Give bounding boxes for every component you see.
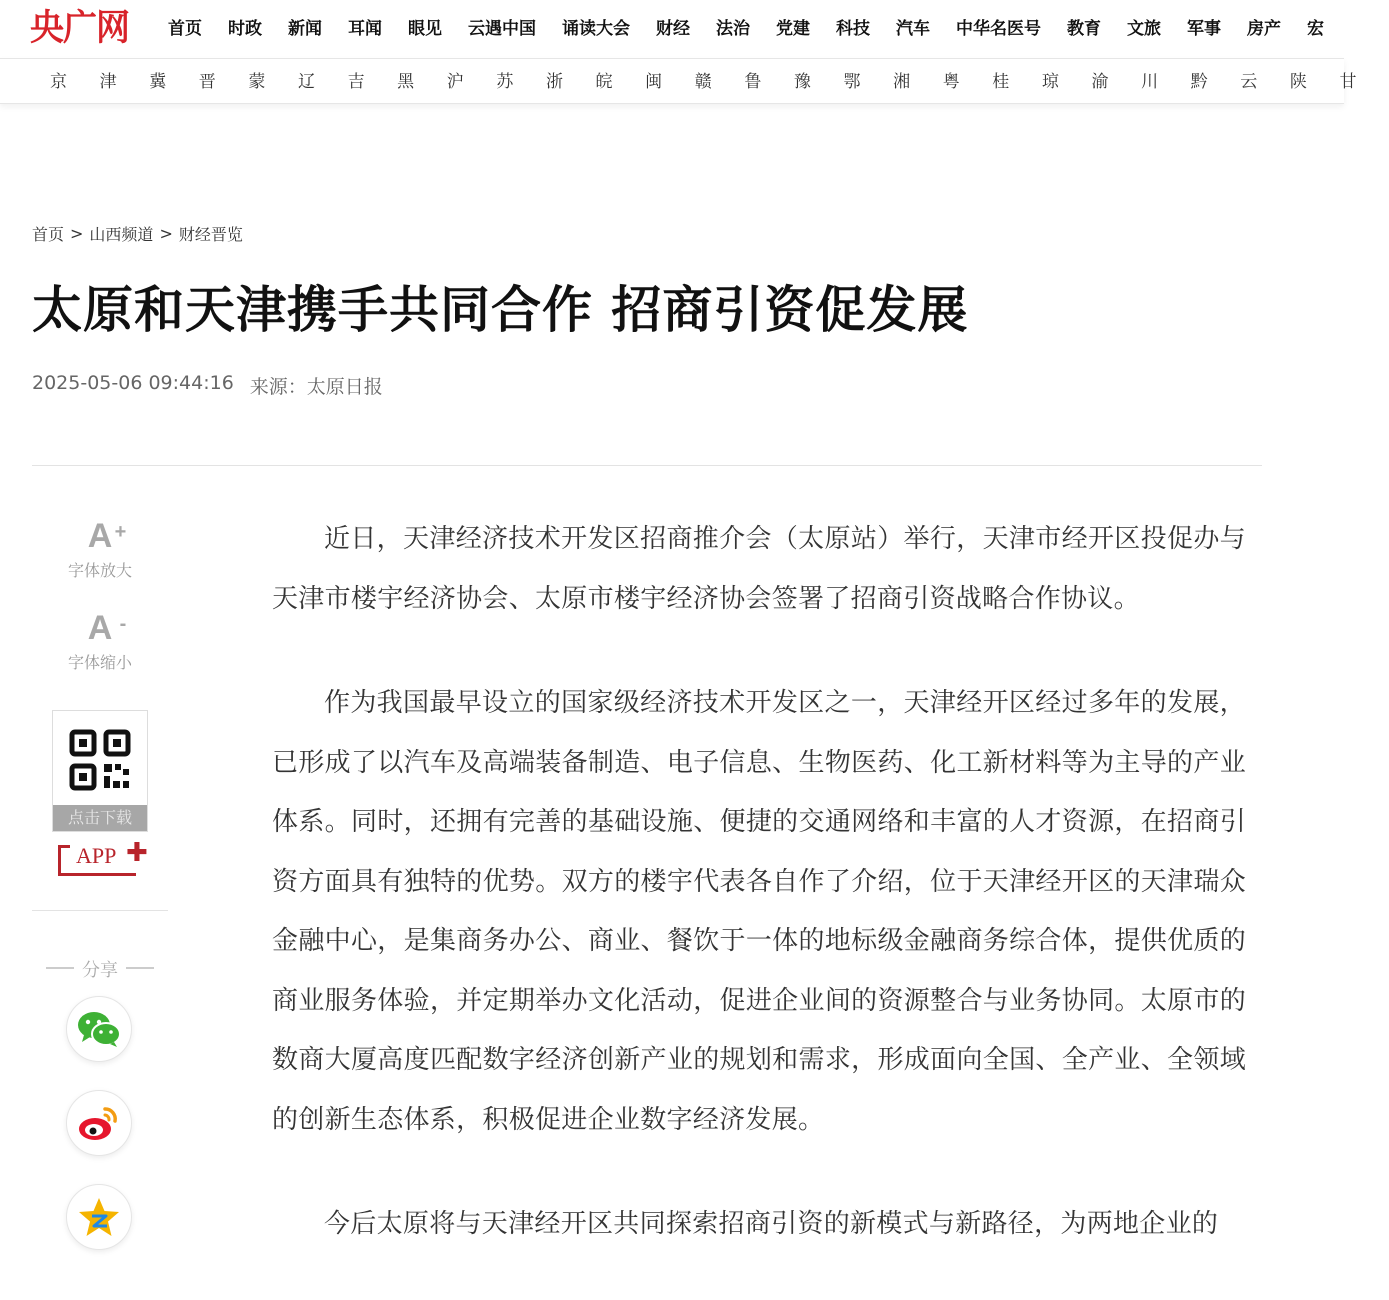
province-nav-item[interactable]: 京	[50, 72, 67, 92]
main-nav-item[interactable]: 首页	[168, 19, 202, 39]
logo-text: 央广网	[30, 7, 129, 49]
main-nav-item[interactable]: 新闻	[288, 19, 322, 39]
province-nav-item[interactable]: 黑	[397, 72, 415, 92]
province-nav-item[interactable]: 鄂	[843, 72, 861, 92]
top-navigation	[0, 0, 1344, 58]
article-source: 来源：太原日报	[249, 376, 383, 398]
province-nav-item[interactable]: 黔	[1190, 72, 1208, 92]
main-nav-item[interactable]: 汽车	[896, 19, 930, 39]
province-nav-item[interactable]: 川	[1141, 72, 1159, 92]
app-plus-icon: ✚	[126, 838, 148, 868]
main-nav-item[interactable]: 时政	[228, 19, 262, 39]
province-nav-item[interactable]: 甘	[1339, 72, 1357, 92]
province-nav-item[interactable]: 皖	[595, 72, 613, 92]
main-nav-item[interactable]: 军事	[1187, 19, 1221, 39]
site-logo[interactable]	[30, 8, 129, 48]
breadcrumb-channel[interactable]: 山西频道	[89, 225, 154, 244]
main-nav-item[interactable]: 法治	[716, 19, 750, 39]
article-paragraph: 作为我国最早设立的国家级经济技术开发区之一，天津经开区经过多年的发展，已形成了以汽车及高端装备制造、电子信息、生物医药、化工新材料等为主导的产业体系。同时，还拥有完善的基础设施、便捷的交通网络和丰富的人才资源，在招商引资方面具有独特的优势。双方的楼宇代表各自作了介绍，位于天津经开区的天津瑞众金融中心，是集商务办公、商业、餐饮于一体的地标级金融商务综合体，提供优质的商业服务体验，并定期举办文化活动，促进企业间的资源整合与业务协同。太原市的数商大厦高度匹配数字经济创新产业的规划和需求，形成面向全国、全产业、全领域的创新生态体系，积极促进企业数字经济发展。	[272, 688, 1246, 1135]
font-increase-button[interactable]	[32, 516, 168, 581]
province-nav-item[interactable]: 蒙	[248, 72, 266, 92]
article-title: 太原和天津携手共同合作 招商引资促发展	[32, 281, 969, 339]
app-text: APP	[76, 843, 117, 868]
article-body	[272, 510, 1246, 1300]
breadcrumb-separator: >	[159, 224, 173, 243]
main-nav-item[interactable]: 中华名医号	[956, 19, 1041, 39]
province-nav	[0, 58, 1357, 104]
province-nav-item[interactable]: 琼	[1041, 72, 1059, 92]
breadcrumb-section[interactable]: 财经晋览	[178, 225, 243, 244]
app-qr-download[interactable]	[52, 710, 148, 832]
main-nav-item[interactable]: 文旅	[1127, 19, 1161, 39]
province-nav-item[interactable]: 吉	[347, 72, 365, 92]
qzone-icon	[77, 1196, 121, 1238]
qr-code-icon	[69, 729, 131, 791]
article-paragraph: 近日，天津经济技术开发区招商推介会（太原站）举行，天津市经开区投促办与天津市楼宇经济协会、太原市楼宇经济协会签署了招商引资战略合作协议。	[272, 524, 1246, 614]
main-nav-item[interactable]: 云遇中国	[468, 19, 536, 39]
breadcrumb	[32, 222, 243, 245]
province-nav-item[interactable]: 湘	[893, 72, 911, 92]
font-decrease-label: 字体缩小	[67, 653, 132, 672]
main-nav-item[interactable]: 眼见	[408, 19, 442, 39]
province-nav-item[interactable]: 闽	[645, 72, 663, 92]
province-nav-item[interactable]: 冀	[149, 72, 167, 92]
article-datetime: 2025-05-06 09:44:16	[32, 372, 234, 394]
title-divider	[32, 465, 1262, 466]
province-nav-item[interactable]: 鲁	[744, 72, 762, 92]
font-decrease-icon: A -	[87, 609, 127, 647]
province-nav-item[interactable]: 津	[99, 72, 117, 92]
province-nav-item[interactable]: 沪	[446, 72, 464, 92]
province-nav-item[interactable]: 苏	[496, 72, 514, 92]
main-nav-item[interactable]: 财经	[656, 19, 690, 39]
province-nav-item[interactable]: 晋	[198, 72, 216, 92]
main-nav	[168, 0, 1350, 58]
province-nav-item[interactable]: 桂	[992, 72, 1010, 92]
province-nav-item[interactable]: 陕	[1289, 72, 1307, 92]
main-nav-item[interactable]: 科技	[836, 19, 870, 39]
main-nav-item[interactable]: 耳闻	[348, 19, 382, 39]
article-paragraph: 今后太原将与天津经开区共同探索招商引资的新模式与新路径，为两地企业的	[324, 1209, 1219, 1239]
main-nav-item[interactable]: 房产	[1247, 19, 1281, 39]
font-increase-label: 字体放大	[67, 561, 132, 580]
province-nav-list	[50, 59, 1389, 105]
app-link[interactable]	[56, 838, 148, 878]
share-weibo-button[interactable]	[66, 1090, 132, 1156]
wechat-icon	[76, 1009, 122, 1049]
qr-download-label: 点击下载	[53, 805, 147, 831]
share-wechat-button[interactable]	[66, 996, 132, 1062]
province-nav-item[interactable]: 渝	[1091, 72, 1109, 92]
side-divider	[32, 910, 168, 911]
province-nav-item[interactable]: 云	[1240, 72, 1258, 92]
font-decrease-button[interactable]	[32, 608, 168, 673]
main-nav-item[interactable]: 党建	[776, 19, 810, 39]
article-meta	[32, 372, 383, 399]
share-title: 分享	[44, 956, 156, 982]
main-nav-item[interactable]: 教育	[1067, 19, 1101, 39]
province-nav-item[interactable]: 豫	[793, 72, 811, 92]
breadcrumb-home[interactable]: 首页	[32, 225, 65, 244]
share-qzone-button[interactable]	[66, 1184, 132, 1250]
province-nav-item[interactable]: 辽	[297, 72, 315, 92]
province-nav-item[interactable]: 粤	[942, 72, 960, 92]
province-nav-item[interactable]: 浙	[545, 72, 563, 92]
province-nav-item[interactable]: 赣	[694, 72, 712, 92]
weibo-icon	[77, 1103, 121, 1143]
main-nav-item[interactable]: 诵读大会	[562, 19, 630, 39]
breadcrumb-separator: >	[70, 224, 84, 243]
font-increase-icon: A +	[87, 517, 127, 555]
main-nav-item[interactable]: 宏	[1307, 19, 1324, 39]
